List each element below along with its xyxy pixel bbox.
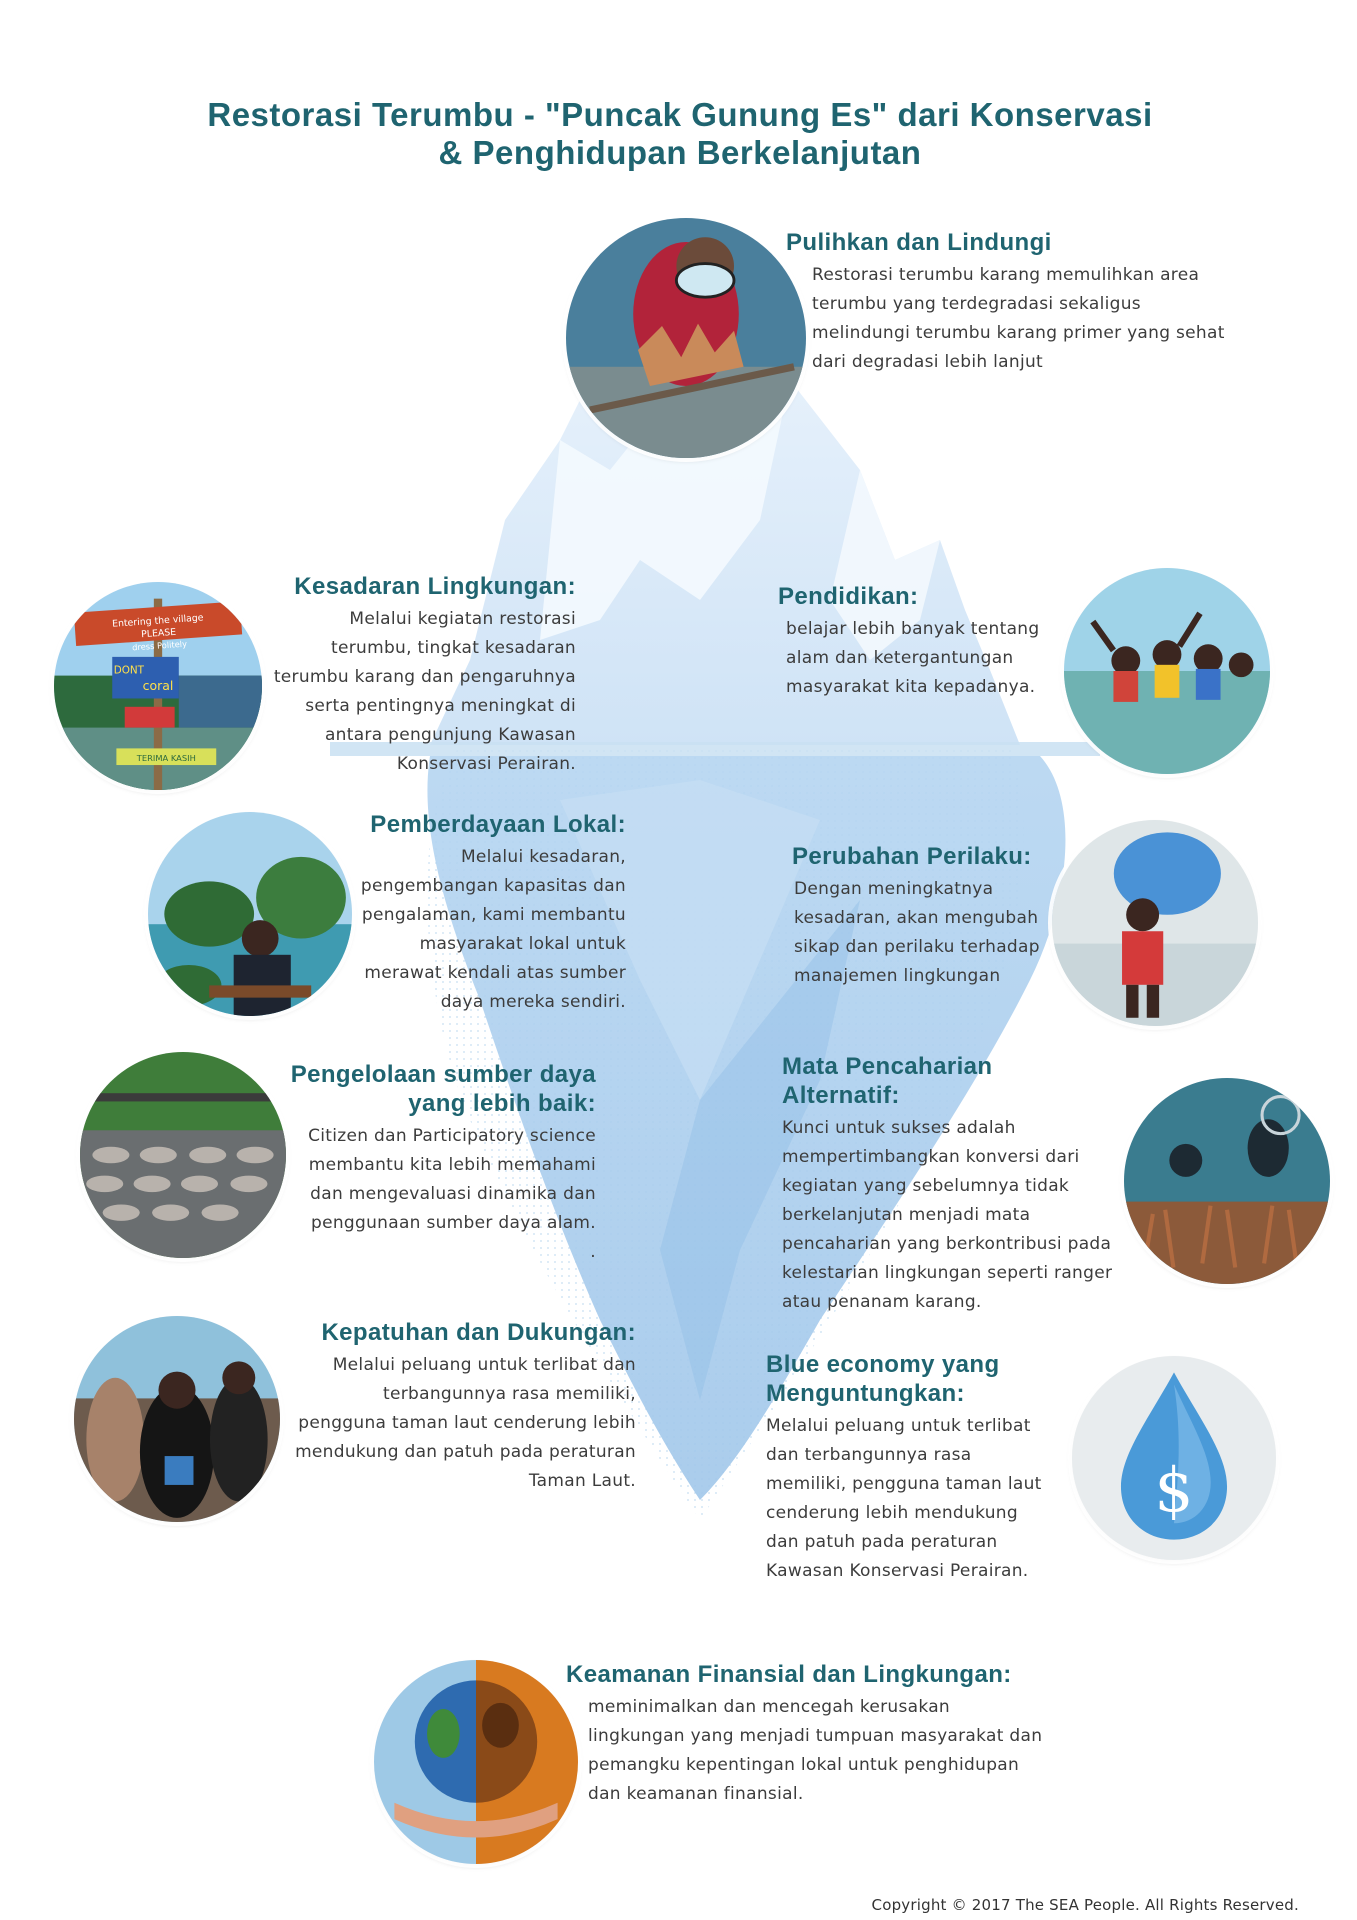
section-blue-economy-body: Melalui peluang untuk terlibat dan terbangunnya rasa memiliki, pengguna taman laut cenderung lebih mendukung dan patuh pada peraturan Kawasan Konservasi Perairan. <box>766 1416 1042 1581</box>
title-line-1: Restorasi Terumbu - "Puncak Gunung Es" dari Konservasi <box>207 96 1153 133</box>
section-keamanan-heading: Keamanan Finansial dan Lingkungan: <box>566 1661 1012 1688</box>
photo-earth-in-hands <box>374 1660 578 1864</box>
section-blue-economy-heading: Blue economy yang Menguntungkan: <box>766 1351 1000 1407</box>
svg-text:DONT: DONT <box>113 664 145 677</box>
section-perubahan-heading: Perubahan Perilaku: <box>792 843 1032 870</box>
section-pengelolaan <box>268 1060 596 1267</box>
section-kesadaran <box>260 572 576 779</box>
photo-children-sea <box>1064 568 1270 774</box>
section-pemberdayaan-heading: Pemberdayaan Lokal: <box>370 811 626 838</box>
section-pendidikan <box>778 582 1068 702</box>
photo-village-signs <box>54 582 262 790</box>
section-pulihkan-heading: Pulihkan dan Lindungi <box>786 229 1052 256</box>
section-pemberdayaan <box>340 810 626 1017</box>
photo-islands-speaker <box>148 812 352 1016</box>
svg-text:TERIMA KASIH: TERIMA KASIH <box>136 752 196 763</box>
section-kepatuhan-body: Melalui peluang untuk terlibat dan terbangunnya rasa memiliki, pengguna taman laut cenderung lebih mendukung dan patuh pada peraturan Taman Laut. <box>295 1355 636 1491</box>
section-pulihkan <box>786 228 1266 377</box>
title-line-2: & Penghidupan Berkelanjutan <box>438 134 922 171</box>
section-pendidikan-heading: Pendidikan: <box>778 583 919 610</box>
section-mata-pencaharian-heading: Mata Pencaharian Alternatif: <box>782 1053 993 1109</box>
section-keamanan <box>566 1660 1046 1809</box>
photo-group-meeting <box>74 1316 280 1522</box>
section-blue-economy <box>766 1350 1056 1586</box>
photo-child-carrying-bag <box>1052 820 1258 1026</box>
section-kesadaran-body: Melalui kegiatan restorasi terumbu, tingkat kesadaran terumbu karang dan pengaruhnya serta pentingnya meningkat di antara pengunjung Kawasan Konservasi Perairan. <box>273 609 576 774</box>
page-title <box>180 96 1180 172</box>
section-kepatuhan-heading: Kepatuhan dan Dukungan: <box>321 1319 636 1346</box>
section-kesadaran-heading: Kesadaran Lingkungan: <box>294 573 576 600</box>
section-pengelolaan-heading: Pengelolaan sumber daya yang lebih baik: <box>290 1061 596 1117</box>
svg-text:coral: coral <box>142 678 174 694</box>
section-pendidikan-body: belajar lebih banyak tentang alam dan ketergantungan masyarakat kita kepadanya. <box>786 619 1040 697</box>
section-pengelolaan-body: Citizen dan Participatory science membantu kita lebih memahami dan mengevaluasi dinamika dan penggunaan sumber daya alam. . <box>308 1126 596 1262</box>
photo-divers-coral-nursery <box>1124 1078 1330 1284</box>
svg-text:dress Politely: dress Politely <box>131 638 188 653</box>
section-perubahan-body: Dengan meningkatnya kesadaran, akan mengubah sikap dan perilaku terhadap manajemen lingkungan <box>794 879 1040 986</box>
section-keamanan-body: meminimalkan dan mencegah kerusakan lingkungan yang menjadi tumpuan masyarakat dan pemangku kepentingan lokal untuk penghidupan dan keamanan finansial. <box>588 1697 1043 1804</box>
section-pemberdayaan-body: Melalui kesadaran, pengembangan kapasitas dan pengalaman, kami membantu masyarakat lokal untuk merawat kendali atas sumber daya mereka sendiri. <box>360 847 626 1012</box>
photo-diver-coral <box>566 218 806 458</box>
photo-drying-fish <box>80 1052 286 1258</box>
section-perubahan <box>792 842 1062 991</box>
svg-text:PLEASE: PLEASE <box>140 626 177 641</box>
section-mata-pencaharian <box>782 1052 1132 1317</box>
section-pulihkan-body: Restorasi terumbu karang memulihkan area terumbu yang terdegradasi sekaligus melindungi terumbu karang primer yang sehat dari degradasi lebih lanjut <box>812 265 1225 372</box>
copyright-notice: Copyright © 2017 The SEA People. All Rights Reserved. <box>871 1896 1299 1914</box>
photo-water-drop-dollar <box>1072 1356 1276 1560</box>
section-kepatuhan <box>282 1318 636 1496</box>
dollar-sign-icon: $ <box>1154 1455 1194 1527</box>
svg-text:Entering the village: Entering the village <box>111 612 204 630</box>
section-mata-pencaharian-body: Kunci untuk sukses adalah mempertimbangkan konversi dari kegiatan yang sebelumnya tidak berkelanjutan menjadi mata pencaharian yang berkontribusi pada kelestarian lingkungan seperti ranger atau penanam karang. <box>782 1118 1113 1312</box>
